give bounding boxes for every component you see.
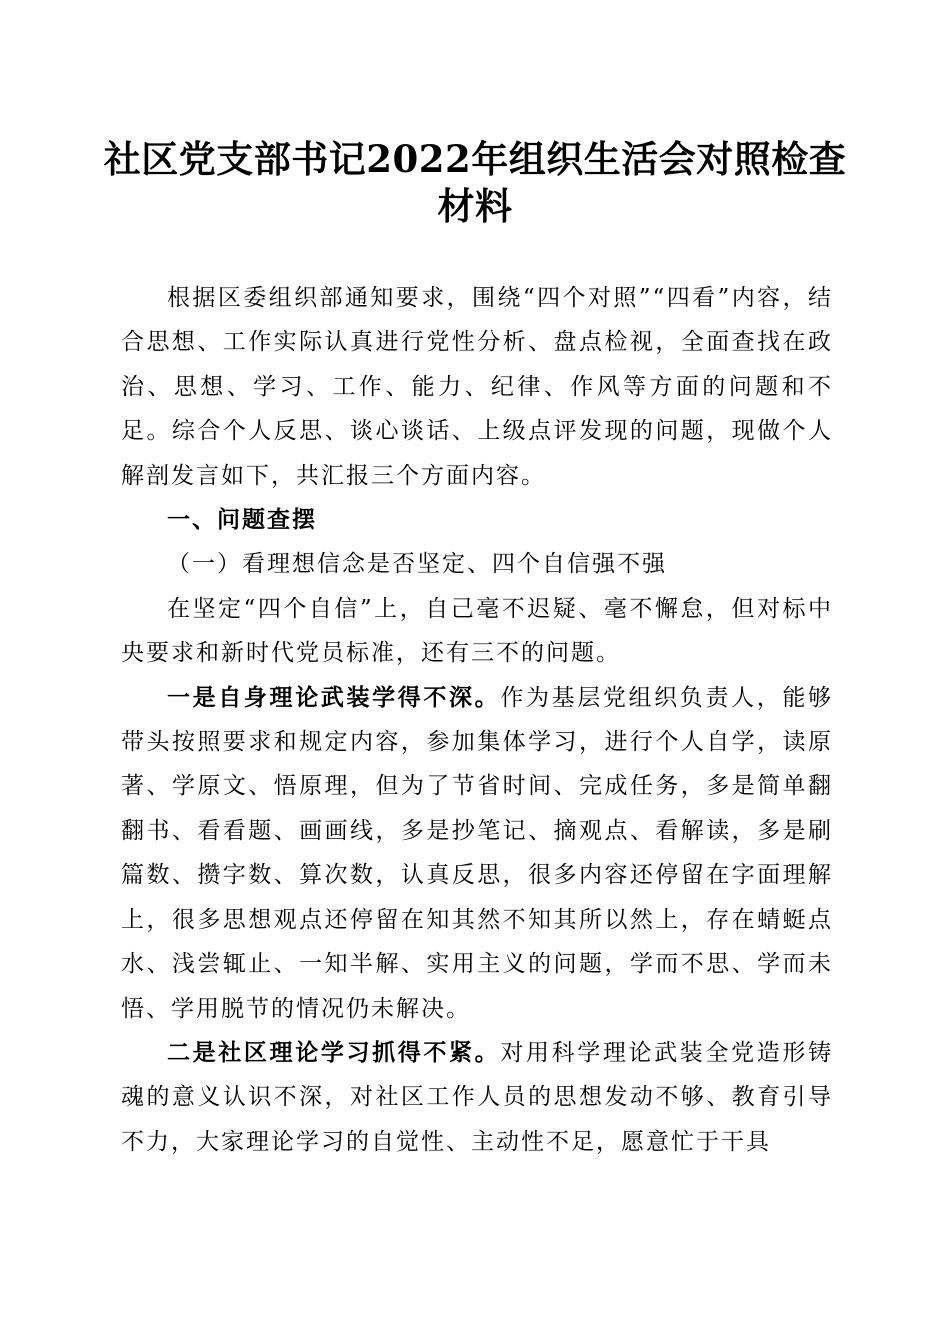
intro-paragraph: 根据区委组织部通知要求，围绕“四个对照”“四看”内容，结合思想、工作实际认真进行党性分析、盘点检视，全面查找在政治、思想、学习、工作、能力、纪律、作风等方面的问题和不足。综合个人反思、谈心谈话、上级点评发现的问题，现做个人解剖发言如下，共汇报三个方面内容。 xyxy=(121,285,833,489)
point-one-paragraph xyxy=(121,676,833,1031)
subsection-heading: （一）看理想信念是否坚定、四个自信强不强 xyxy=(167,551,667,578)
point-one-text: 作为基层党组织负责人，能够带头按照要求和规定内容，参加集体学习，进行个人自学，读原著、学原文、悟原理，但为了节省时间、完成任务，多是简单翻翻书、看看题、画画线，多是抄笔记、摘观点、看解读，多是刷篇数、攒字数、算次数，认真反思，很多内容还停留在字面理解上，很多思想观点还停留在知其然不知其所以然上，存在蜻蜓点水、浅尝辄止、一知半解、实用主义的问题，学而不思、学而未悟、学用脱节的情况仍未解决。 xyxy=(121,684,834,1022)
confidence-paragraph: 在坚定“四个自信”上，自己毫不迟疑、毫不懈怠，但对标中央要求和新时代党员标准，还有三不的问题。 xyxy=(121,595,833,667)
point-two-paragraph xyxy=(121,1031,833,1164)
point-one-lead: 一是自身理论武装学得不深。 xyxy=(167,683,501,711)
document-body xyxy=(121,276,833,1164)
point-two-lead: 二是社区理论学习抓得不紧。 xyxy=(167,1038,501,1066)
point-two-text: 对用科学理论武装全党造形铸魂的意义认识不深，对社区工作人员的思想发动不够、教育引导不力，大家理论学习的自觉性、主动性不足，愿意忙于干具 xyxy=(121,1039,834,1155)
section-heading: 一、问题查摆 xyxy=(167,507,317,534)
document-title-line-1: 社区党支部书记2022年组织生活会对照检查 xyxy=(103,137,847,181)
document-title-line-2: 材料 xyxy=(437,184,513,228)
